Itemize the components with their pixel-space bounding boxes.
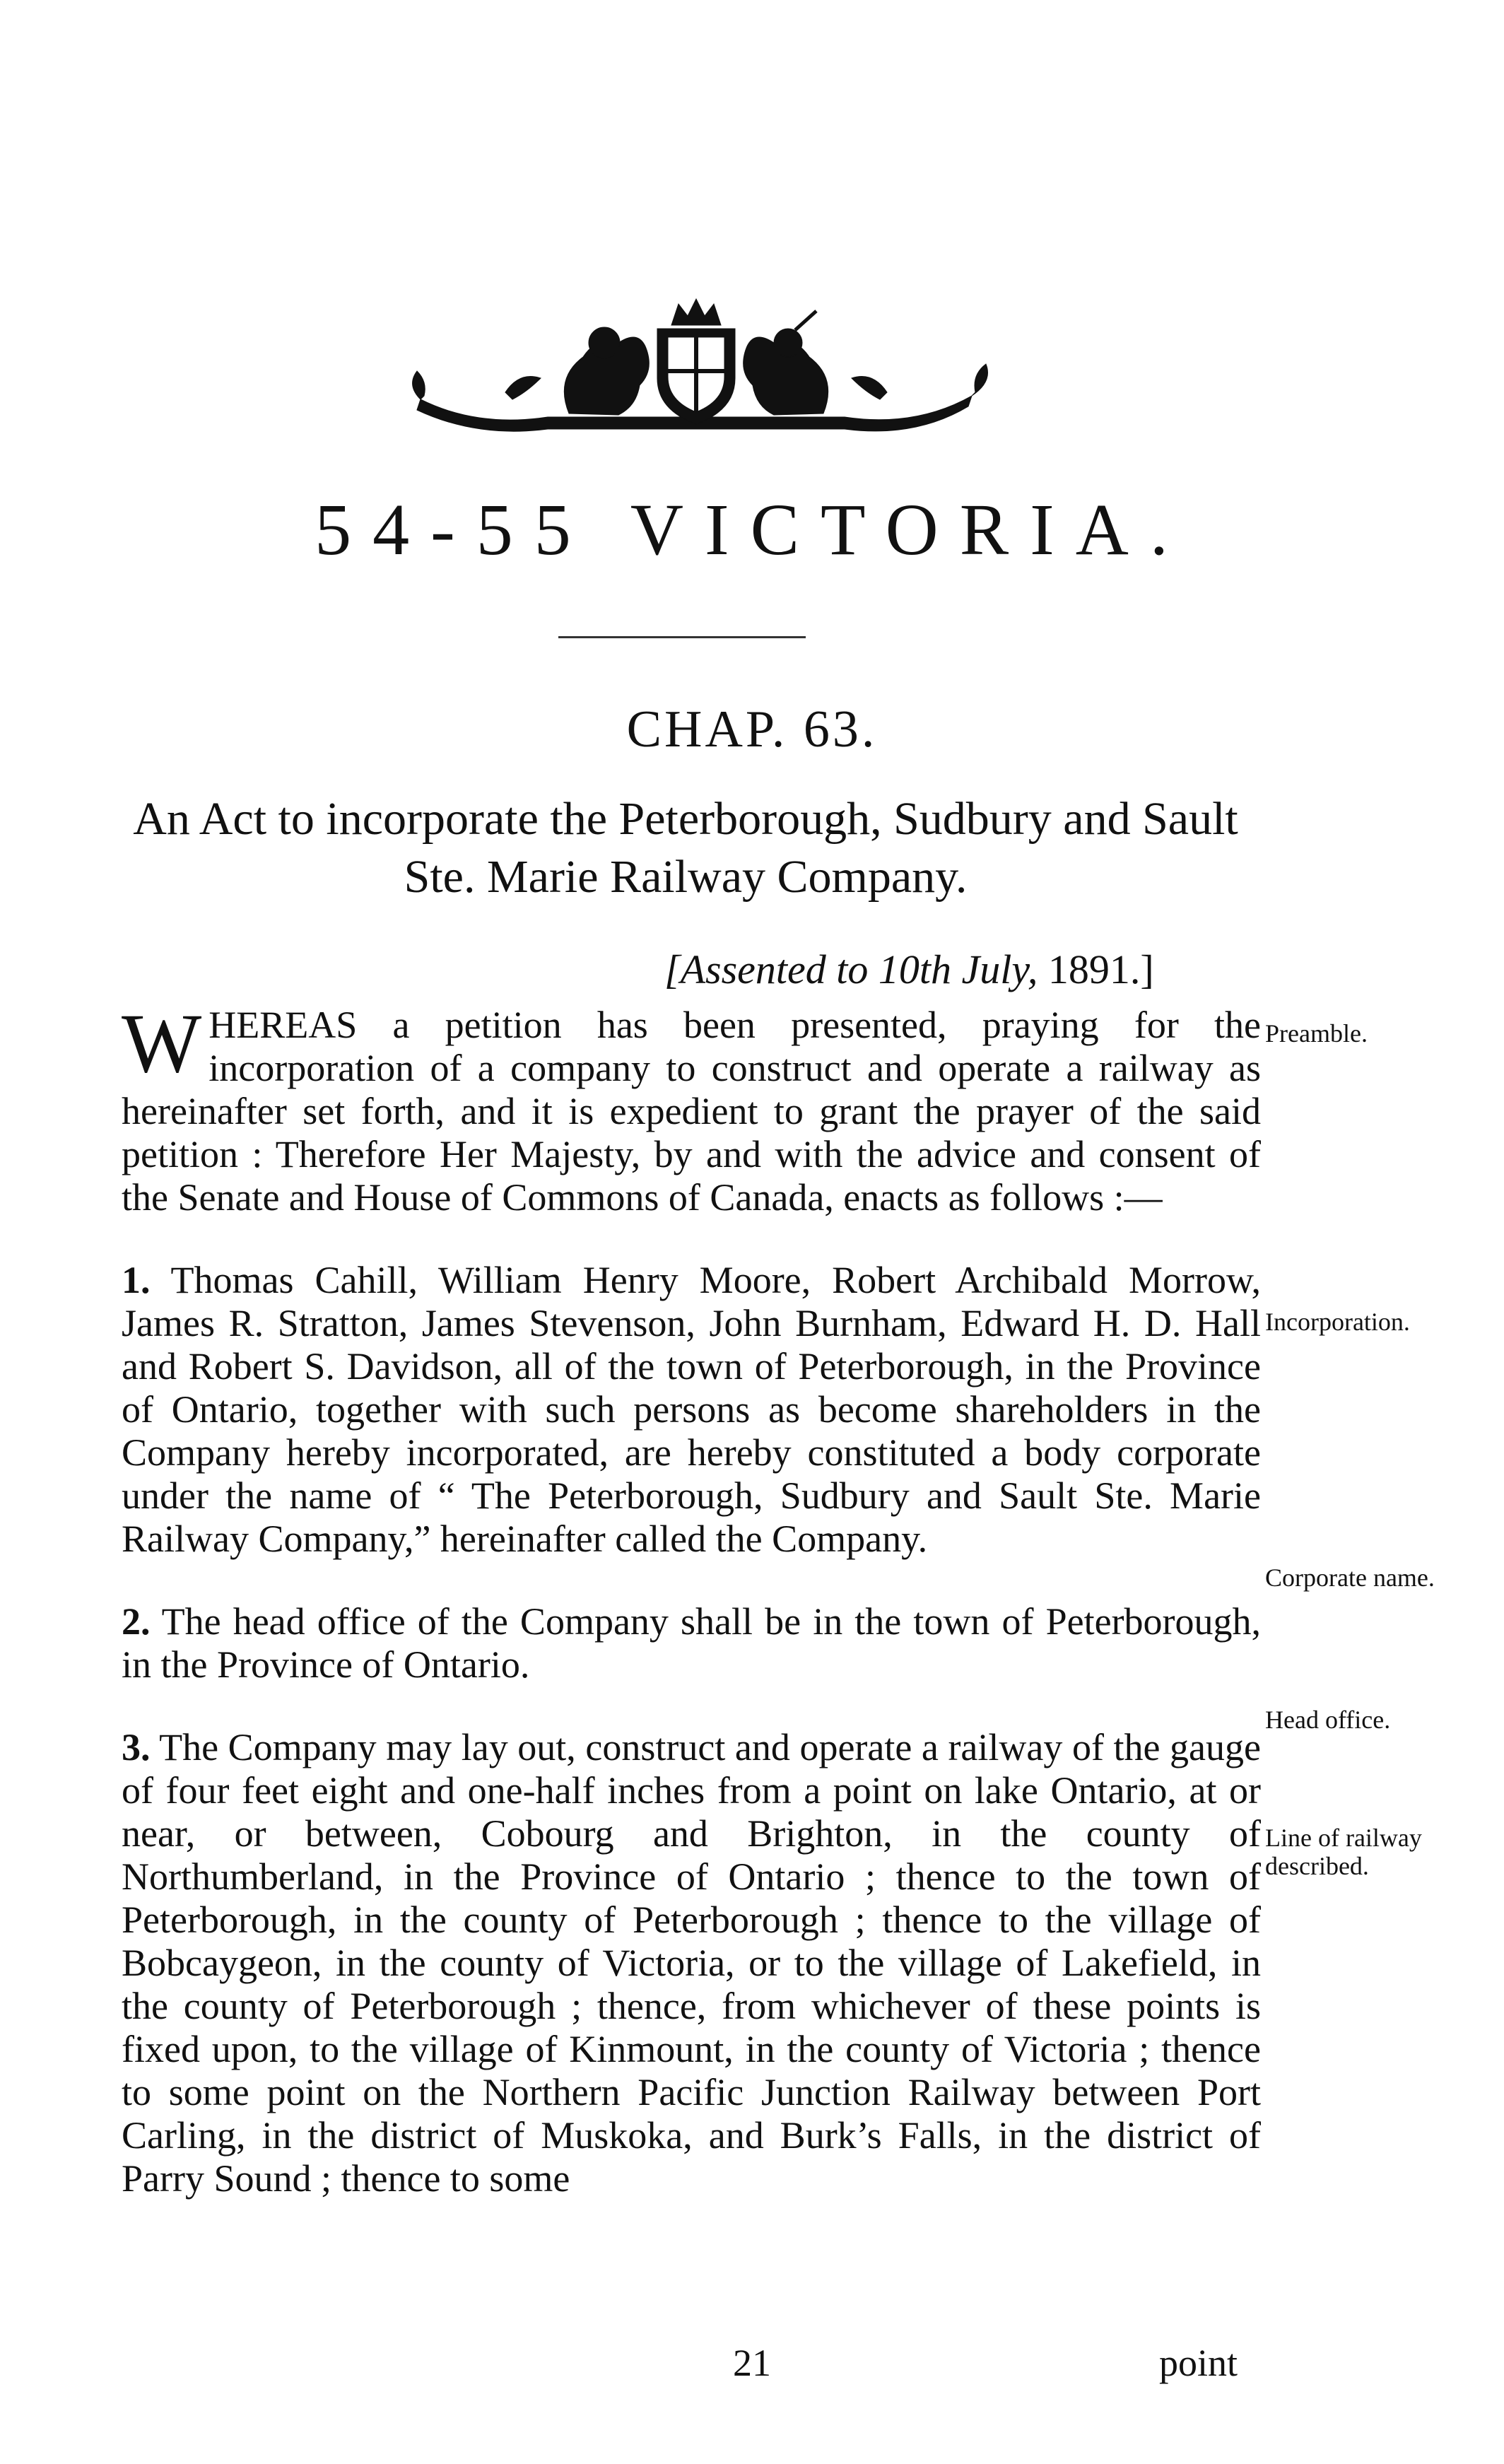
page-number: 21 (733, 2342, 771, 2384)
assent-prefix: [Assented to (664, 946, 879, 992)
act-title: An Act to incorporate the Peterborough, Sudbury and Sault Ste. Marie Railway Company. (133, 793, 1238, 903)
assent-date (664, 946, 1154, 993)
section-2-paragraph (122, 1600, 1261, 1686)
preamble-text: HEREAS a petition has been presented, praying for the incorporation of a company to construct and operate a railway as hereinafter set forth, and it is expedient to grant the prayer of the said petition : Therefore Her Majesty, by and with the advice and consent of the Senate and House of Commons of Canada, enacts as follows :— (122, 1004, 1261, 1219)
regnal-year-heading: 54-55 VICTORIA. (315, 489, 1189, 570)
section-text: The Company may lay out, construct and operate a railway of the gauge of four feet eight and one-half inches from a point on lake Ontario, at or near, or between, Cobourg and Brighton, in the county of Northumberland, in the Province of Ontario ; thence to the town of Peterborough, in the county of Peterborough ; thence to the village of Bobcaygeon, in the county of Victoria, or to the village of Lakefield, in the county of Peterborough ; thence, from whichever of these points is fixed upon, to the village of Kinmount, in the county of Victoria ; thence to some point on the Northern Pacific Junction Railway between Port Carling, in the district of Muskoka, and Burk’s Falls, in the district of Parry Sound ; thence to some (122, 1726, 1261, 2200)
margin-note-incorporation: Incorporation. (1265, 1308, 1410, 1336)
section-text: The head office of the Company shall be in the town of Peterborough, in the Province of Ontario. (122, 1600, 1262, 1686)
section-number: 1. (122, 1259, 151, 1301)
catchword: point (1159, 2342, 1238, 2384)
act-body (122, 996, 1262, 2240)
section-1-paragraph (122, 1259, 1261, 1561)
assent-year: 1891.] (1038, 946, 1154, 992)
section-number: 3. (122, 1726, 151, 1768)
chapter-heading: CHAP. 63. (626, 700, 878, 758)
margin-note-line-of-railway: Line of railway described. (1265, 1824, 1422, 1880)
royal-coat-of-arms-icon (392, 293, 1000, 442)
margin-note-head-office: Head office. (1265, 1706, 1391, 1734)
margin-note-preamble: Preamble. (1265, 1019, 1368, 1048)
preamble-paragraph (122, 996, 1261, 1219)
section-text: Thomas Cahill, William Henry Moore, Robert Archibald Morrow, James R. Stratton, James Stevenson, John Burnham, Edward H. D. Hall and Robert S. Davidson, all of the town of Peterborough, in the Province of Ontario, together with such persons as become shareholders in the Company hereby incorporated, are hereby constituted a body corporate under the name of “ The Peterborough, Sudbury and Sault Ste. Marie Railway Company,” hereinafter called the Company. (122, 1259, 1261, 1560)
assent-date-text: 10th July, (878, 946, 1038, 992)
section-3-paragraph (122, 1726, 1261, 2200)
drop-cap: W (122, 996, 202, 1090)
section-number: 2. (122, 1600, 151, 1643)
divider-rule (558, 636, 806, 638)
margin-note-corporate-name: Corporate name. (1265, 1564, 1435, 1592)
